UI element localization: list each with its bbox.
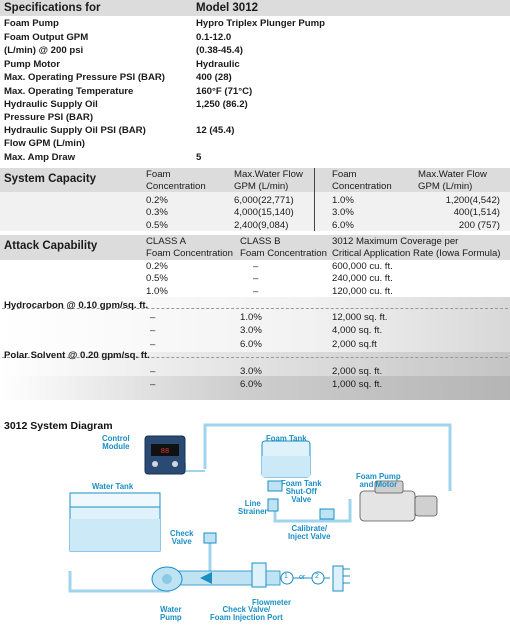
hydro-cell: –: [150, 339, 156, 350]
nozzle-1-number: 1: [284, 573, 288, 580]
hydro-cell: –: [150, 312, 156, 323]
foam-tank: [262, 441, 310, 477]
capacity-cell: 200 (757): [458, 220, 500, 231]
capacity-cell: 6,000(22,771): [234, 195, 294, 206]
attack-cell: –: [253, 273, 259, 284]
flowmeter-body: [252, 563, 266, 587]
polar-cell: 2,000 sq. ft.: [332, 366, 383, 377]
spec-label: Flow GPM (L/min): [4, 138, 86, 149]
spec-label: (L/min) @ 200 psi: [4, 45, 84, 56]
control-module: [145, 436, 185, 474]
attack-cell: 120,000 cu. ft.: [332, 286, 393, 297]
spec-value: (0.38-45.4): [196, 45, 243, 56]
capacity-col1-header: Foam Concentration: [146, 169, 206, 192]
spec-label: Hydraulic Supply Oil: [4, 99, 98, 110]
capacity-cell: 2,400(9,084): [234, 220, 289, 231]
polar-cell: –: [150, 366, 156, 377]
capacity-cell: 1.0%: [332, 195, 354, 206]
nozzle-or-text: or: [299, 574, 306, 581]
polar-title: Polar Solvent @ 0.20 gpm/sq. ft.: [4, 350, 150, 361]
capacity-divider: [314, 168, 315, 231]
spec-value: Hypro Triplex Plunger Pump: [196, 18, 326, 29]
calibrate-valve: [320, 509, 334, 519]
attack-col-c-header: 3012 Maximum Coverage per Critical Application Rate (Iowa Formula): [332, 236, 501, 259]
spec-value: 5: [196, 152, 202, 163]
spec-label: Pressure PSI (BAR): [4, 112, 94, 123]
attack-cell: 1.0%: [146, 286, 168, 297]
check-valve-label: Check Valve: [170, 529, 194, 547]
svg-text:88: 88: [160, 448, 170, 456]
attack-cell: 240,000 cu. ft.: [332, 273, 393, 284]
spec-label: Hydraulic Supply Oil PSI (BAR): [4, 125, 146, 136]
diagram-title: 3012 System Diagram: [4, 420, 113, 432]
capacity-col4-header: Max.Water Flow GPM (L/min): [418, 169, 487, 192]
capacity-title: System Capacity: [4, 173, 97, 185]
hydro-cell: 4,000 sq. ft.: [332, 325, 383, 336]
attack-cell: –: [253, 261, 259, 272]
hydro-cell: 2,000 sq.ft: [332, 339, 377, 350]
attack-title: Attack Capability: [4, 240, 98, 252]
specs-title: Specifications for: [4, 2, 101, 14]
attack-cell: 600,000 cu. ft.: [332, 261, 393, 272]
spec-value: 400 (28): [196, 72, 232, 83]
hydro-cell: 12,000 sq. ft.: [332, 312, 388, 323]
control-link: [185, 463, 205, 471]
spec-label: Max. Operating Pressure PSI (BAR): [4, 72, 166, 83]
polar-cell: 3.0%: [240, 366, 262, 377]
polar-cell: 1,000 sq. ft.: [332, 379, 383, 390]
capacity-cell: 4,000(15,140): [234, 207, 294, 218]
hydro-cell: 3.0%: [240, 325, 262, 336]
polar-cell: 6.0%: [240, 379, 262, 390]
nozzle-2-number: 2: [315, 573, 319, 580]
line-strainer: [268, 499, 278, 511]
water-pump: [152, 567, 182, 591]
foam-pump-label: Foam Pump and Motor: [356, 472, 401, 490]
spec-value: 1,250 (86.2): [196, 99, 248, 110]
attack-cell: 0.5%: [146, 273, 168, 284]
hydro-cell: 1.0%: [240, 312, 262, 323]
capacity-cell: 400(1,514): [453, 207, 500, 218]
water-tank-label: Water Tank: [92, 482, 134, 491]
spec-label: Foam Output GPM: [4, 32, 89, 43]
control-module-label: Control Module: [102, 434, 130, 452]
polar-cell: –: [150, 379, 156, 390]
spec-value: 12 (45.4): [196, 125, 235, 136]
attack-col-b-header: CLASS B Foam Concentration: [240, 236, 327, 259]
shutoff-valve: [268, 481, 282, 491]
capacity-col3-header: Foam Concentration: [332, 169, 392, 192]
hydro-cell: 6.0%: [240, 339, 262, 350]
capacity-cell: 3.0%: [332, 207, 354, 218]
spec-label: Pump Motor: [4, 59, 60, 70]
hydrocarbon-title: Hydrocarbon @ 0.10 gpm/sq. ft.: [4, 300, 149, 311]
capacity-col2-header: Max.Water Flow GPM (L/min): [234, 169, 303, 192]
spec-value: Hydraulic: [196, 59, 240, 70]
check-valve: [204, 533, 216, 543]
capacity-cell: 0.2%: [146, 195, 168, 206]
hydro-cell: –: [150, 325, 156, 336]
injection-port-label: Check Valve/ Foam Injection Port: [210, 605, 283, 623]
strainer-label: Line Strainer: [238, 499, 268, 517]
water-pump-label: Water Pump: [160, 605, 182, 623]
capacity-cell: 1,200(4,542): [445, 195, 500, 206]
water-tank: [70, 493, 160, 551]
specs-model: Model 3012: [196, 2, 258, 14]
foam-tank-label: Foam Tank: [266, 434, 307, 443]
flowmeter-label: Flowmeter: [252, 598, 291, 607]
spec-value: 0.1-12.0: [196, 32, 232, 43]
shutoff-valve-label: Foam Tank Shut-Off Valve: [281, 479, 322, 505]
attack-col-a-header: CLASS A Foam Concentration: [146, 236, 233, 259]
spec-label: Max. Operating Temperature: [4, 86, 134, 97]
spec-value: 160°F (71°C): [196, 86, 253, 97]
capacity-cell: 0.3%: [146, 207, 168, 218]
spec-label: Foam Pump: [4, 18, 59, 29]
spec-label: Max. Amp Draw: [4, 152, 76, 163]
attack-cell: –: [253, 286, 259, 297]
main-line-pipe: [205, 425, 450, 491]
capacity-cell: 6.0%: [332, 220, 354, 231]
capacity-cell: 0.5%: [146, 220, 168, 231]
attack-cell: 0.2%: [146, 261, 168, 272]
calibrate-label: Calibrate/ Inject Valve: [288, 524, 331, 542]
